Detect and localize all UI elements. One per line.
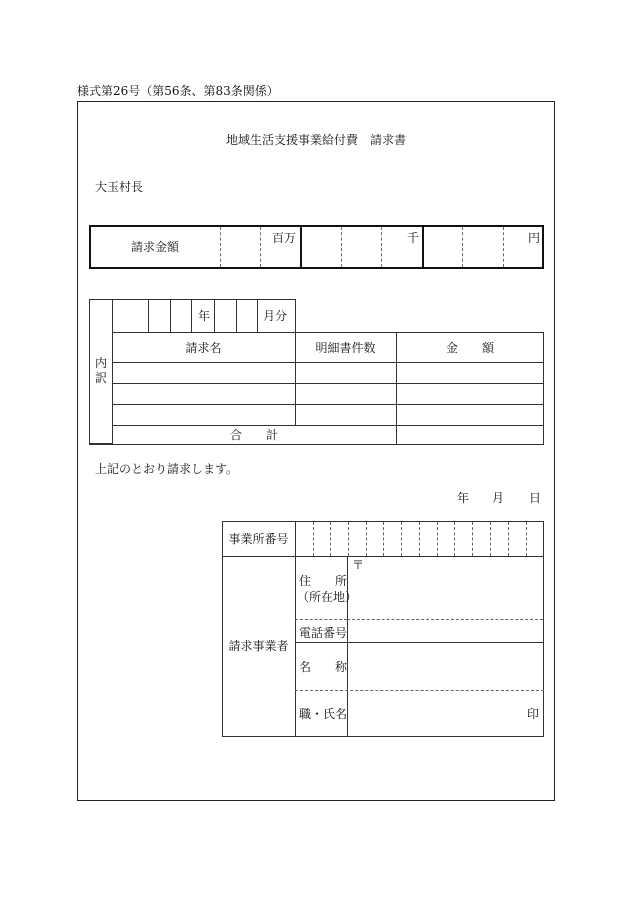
phone-label: 電話番号 [299, 626, 348, 640]
form-title: 地域生活支援事業給付費 請求書 [225, 133, 406, 147]
recipient: 大玉村長 [95, 180, 144, 194]
title-name-label: 職・氏名 [299, 707, 348, 721]
period-year: 年 [198, 309, 211, 323]
breakdown-side-label-2: 訳 [95, 371, 108, 385]
statement: 上記のとおり請求します。 [95, 462, 239, 476]
name-label: 名 称 [299, 660, 348, 674]
column-claim-name: 請求名 [185, 341, 222, 355]
column-amount: 金 額 [445, 341, 494, 355]
date-year: 年 [457, 491, 470, 505]
date-day: 日 [529, 491, 542, 505]
period-month: 月分 [263, 309, 288, 323]
breakdown-side-label-1: 内 [95, 356, 108, 370]
seal-label: 印 [527, 707, 540, 721]
column-statement-count: 明細書件数 [315, 341, 376, 355]
total-label: 合 計 [229, 428, 278, 442]
form-number: 様式第26号（第56条、第83条関係） [77, 84, 279, 98]
office-number-label: 事業所番号 [228, 532, 289, 546]
date-month: 月 [492, 491, 505, 505]
claimant-label: 請求事業者 [228, 639, 289, 653]
amount-label: 請求金額 [131, 240, 180, 254]
unit-million: 百万 [272, 231, 297, 245]
address-label: 住 所 [299, 574, 348, 588]
unit-yen: 円 [528, 231, 541, 245]
unit-thousand: 千 [407, 231, 420, 245]
address-label-sub: （所在地） [297, 590, 358, 604]
postal-mark: 〒 [352, 558, 365, 572]
